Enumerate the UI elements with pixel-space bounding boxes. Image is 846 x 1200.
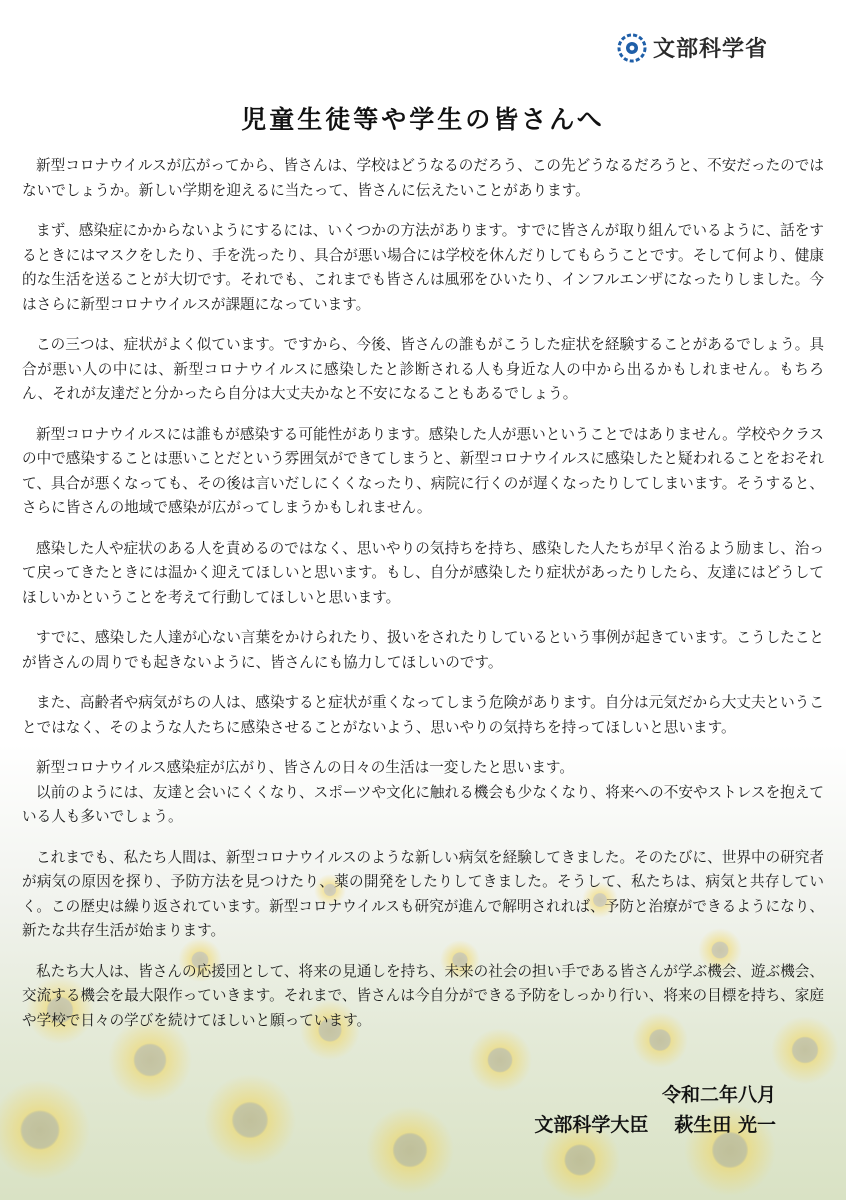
paragraph-6: すでに、感染した人達が心ない言葉をかけられたり、扱いをされたりしているという事例が起きています。こうしたことが皆さんの周りでも起きないように、皆さんにも協力してほしいのです。 [22,629,824,671]
paragraph-8: 新型コロナウイルス感染症が広がり、皆さんの日々の生活は一変したと思います。 [36,759,574,776]
signature-line [534,1110,776,1140]
signature-block [534,1080,776,1140]
signature-date: 令和二年八月 [661,1084,776,1106]
paragraph-1: 新型コロナウイルスが広がってから、皆さんは、学校はどうなるのだろう、この先どうなるだろうと、不安だったのではないでしょうか。新しい学期を迎えるに当たって、皆さんに伝えたいことがあります。 [22,157,824,199]
signature-name: 萩生田 光一 [674,1114,776,1136]
paragraph-11: 私たち大人は、皆さんの応援団として、将来の見通しを持ち、未来の社会の担い手である皆さんが学ぶ機会、遊ぶ機会、交流する機会を最大限作っていきます。それまで、皆さんは今自分ができる予防をしっかり行い、将来の目標を持ち、家庭や学校で日々の学びを続けてほしいと願っています。 [22,962,824,1029]
letter-body [22,154,824,1049]
logo-text: 文部科学省 [652,37,768,62]
paragraph-2: まず、感染症にかからないようにするには、いくつかの方法があります。すでに皆さんが取り組んでいるように、話をするときにはマスクをしたり、手を洗ったり、具合が悪い場合には学校を休んだりしてもらうことです。そして何より、健康的な生活を送ることが大切です。それでも、これまでも皆さんは風邪をひいたり、インフルエンザになったりしました。今はさらに新型コロナウイルスが課題になっています。 [22,222,824,313]
paragraph-9: 以前のようには、友達と会いにくくなり、スポーツや文化に触れる機会も少なくなり、将来への不安やストレスを抱えている人も多いでしょう。 [22,783,824,825]
page-title: 児童生徒等や学生の皆さんへ [241,105,605,134]
paragraph-3: この三つは、症状がよく似ています。ですから、今後、皆さんの誰もがこうした症状を経験することがあるでしょう。具合が悪い人の中には、新型コロナウイルスに感染したと診断される人も身近な人の中から出るかもしれません。もちろん、それが友達だと分かったら自分は大丈夫かなと不安になることもあるでしょう。 [22,336,824,402]
mext-logo [617,32,768,63]
paragraph-5: 感染した人や症状のある人を責めるのではなく、思いやりの気持ちを持ち、感染した人たちが早く治るよう励まし、治って戻ってきたときには温かく迎えてほしいと思います。もし、自分が感染したり症状があったりしたら、友達にはどうしてほしいかということを考えて行動してほしいと思います。 [22,539,824,606]
mext-emblem-icon [617,33,647,63]
signature-position: 文部科学大臣 [534,1114,649,1136]
paragraph-10: これまでも、私たち人間は、新型コロナウイルスのような新しい病気を経験してきました。そのたびに、世界中の研究者が病気の原因を探り、予防方法を見つけたり、薬の開発をしたりしてきました。そうして、私たちは、病気と共存していく。この歴史は繰り返されています。新型コロナウイルスも研究が進んで解明されれば、予防と治療ができるようになり、新たな共存生活が始まります。 [22,848,824,939]
paragraph-4: 新型コロナウイルスには誰もが感染する可能性があります。感染した人が悪いということではありません。学校やクラスの中で感染することは悪いことだという雰囲気ができてしまうと、新型コロナウイルスに感染したと疑われることをおそれて、具合が悪くなっても、その後は言いだしにくくなったり、病院に行くのが遅くなったりしてしまいます。そうすると、さらに皆さんの地域で感染が広がってしまうかもしれません。 [22,425,824,516]
paragraph-7: また、高齢者や病気がちの人は、感染すると症状が重くなってしまう危険があります。自分は元気だから大丈夫ということではなく、そのような人たちに感染させることがないよう、思いやりの気持ちを持ってほしいと思います。 [22,694,824,736]
